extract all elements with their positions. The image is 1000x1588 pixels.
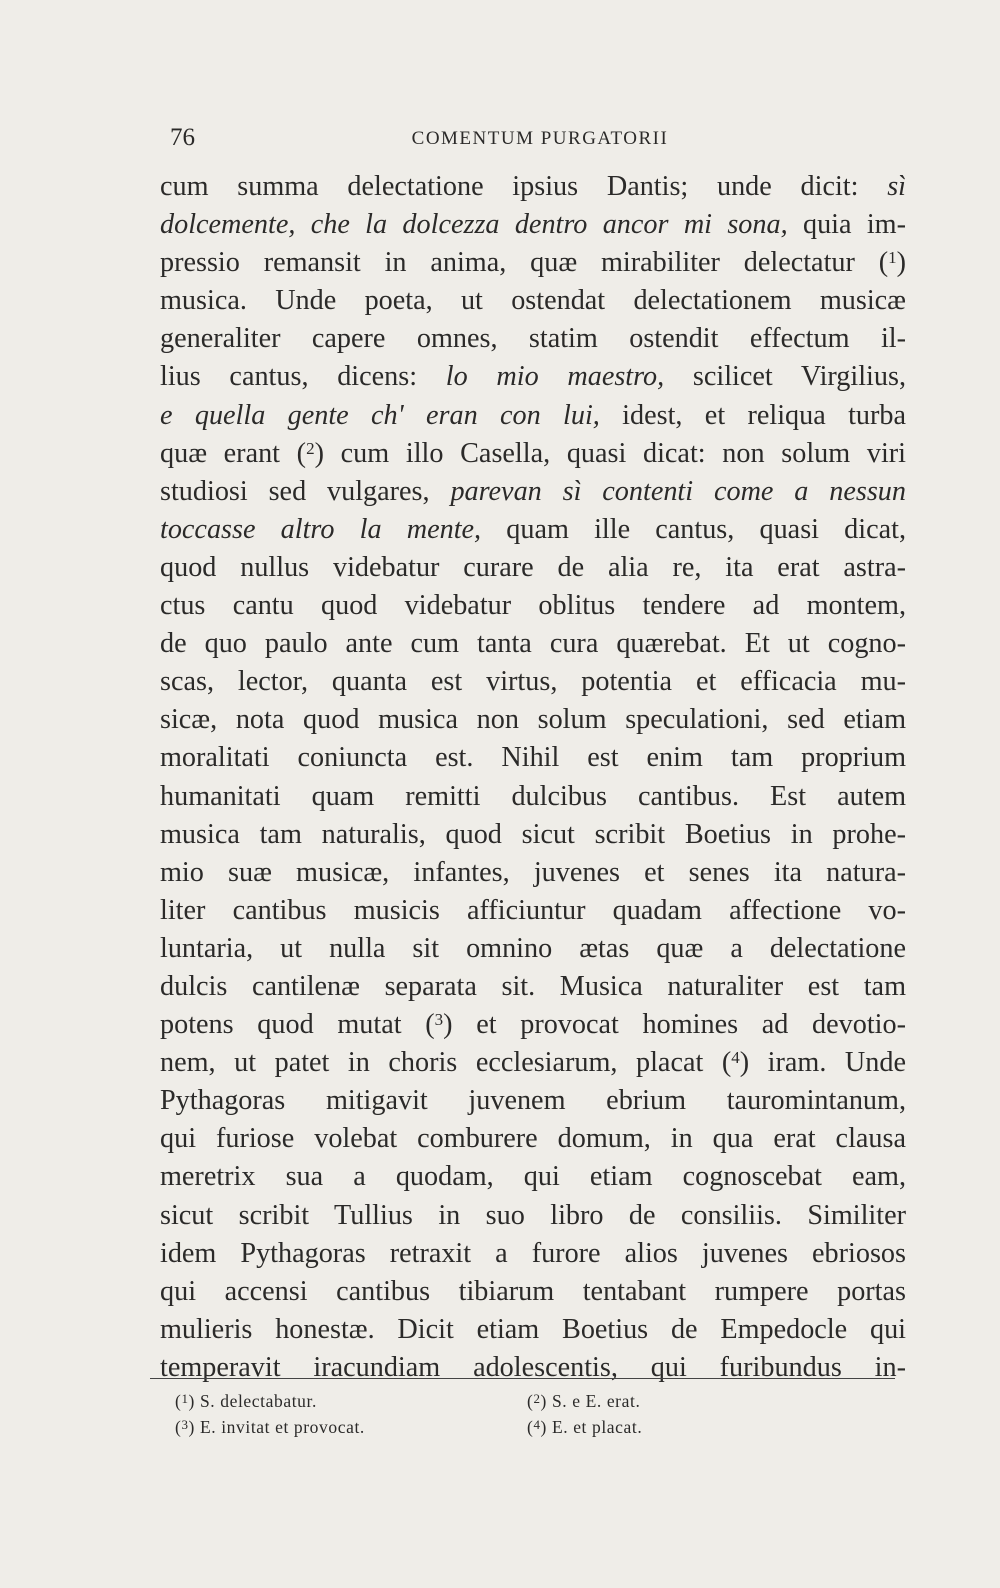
text-line	[160, 854, 906, 892]
footnotes	[175, 1386, 895, 1438]
text-run: qui furiose volebat comburere domum, in qua erat clausa	[160, 1123, 906, 1155]
text-line	[160, 1006, 906, 1044]
text-run: de quo paulo ante cum tanta cura quærebat. Et ut cogno-	[160, 628, 906, 660]
text-run: ) et provocat homines ad devotio-	[443, 1009, 906, 1041]
text-run: potens quod mutat (	[160, 1009, 435, 1041]
footnote-ref: 2	[306, 438, 315, 458]
text-line	[160, 587, 906, 625]
italic-quote: e quella gente ch' eran con lui,	[160, 399, 600, 431]
text-run: musica. Unde poeta, ut ostendat delectationem musicæ	[160, 285, 906, 317]
text-run: luntaria, ut nulla sit omnino ætas quæ a delectatione	[160, 932, 906, 964]
text-run: pressio remansit in anima, quæ mirabiliter delectatur (	[160, 247, 889, 279]
text-run: musica tam naturalis, quod sicut scribit Boetius in prohe-	[160, 818, 906, 850]
footnote-rule	[150, 1378, 895, 1379]
text-line	[160, 320, 906, 358]
text-line	[160, 1082, 906, 1120]
text-run: )	[896, 247, 906, 279]
text-line	[160, 1235, 906, 1273]
italic-quote: dolcemente, che la dolcezza dentro ancor mi sona,	[160, 209, 788, 241]
text-line	[160, 397, 906, 435]
text-run: meretrix sua a quodam, qui etiam cognoscebat eam,	[160, 1161, 906, 1193]
text-run: cum summa delectatione ipsius Dantis; unde dicit:	[160, 171, 888, 202]
text-run: moralitati coniuncta est. Nihil est enim tam proprium	[160, 742, 906, 774]
text-run: scas, lector, quanta est virtus, potentia et efficacia mu-	[160, 666, 906, 698]
text-line	[160, 168, 906, 206]
text-line	[160, 1197, 906, 1235]
italic-quote: parevan sì contenti come a nessun	[450, 475, 906, 507]
page-number: 76	[170, 124, 195, 151]
text-line	[160, 206, 906, 244]
page-header	[170, 124, 910, 154]
text-line	[160, 778, 906, 816]
text-line	[160, 244, 906, 282]
text-run: sicæ, nota quod musica non solum speculationi, sed etiam	[160, 704, 906, 736]
text-run: temperavit iracundiam adolescentis, qui furibundus in-	[160, 1351, 906, 1383]
running-title: COMENTUM PURGATORII	[411, 128, 669, 149]
text-run: quod nullus videbatur curare de alia re, ita erat astra-	[160, 551, 906, 583]
text-run: humanitati quam remitti dulcibus cantibus. Est autem	[160, 780, 906, 812]
text-line	[160, 930, 906, 968]
text-line	[160, 663, 906, 701]
text-line	[160, 739, 906, 777]
text-run: scilicet Virgilius,	[664, 361, 906, 393]
text-run: sicut scribit Tullius in suo libro de consiliis. Similiter	[160, 1199, 906, 1231]
text-line	[160, 1349, 906, 1387]
text-line	[160, 1158, 906, 1196]
text-line	[160, 701, 906, 739]
text-line	[160, 282, 906, 320]
footnote-row	[175, 1386, 895, 1412]
text-run: qui accensi cantibus tibiarum tentabant rumpere portas	[160, 1275, 906, 1307]
text-run: mio suæ musicæ, infantes, juvenes et senes ita natura-	[160, 856, 906, 888]
text-run: ctus cantu quod videbatur oblitus tendere ad montem,	[160, 590, 906, 622]
text-run: ) cum illo Casella, quasi dicat: non solum viri	[314, 437, 906, 469]
text-run: idest, et reliqua turba	[599, 399, 906, 431]
text-run: mulieris honestæ. Dicit etiam Boetius de Empedocle qui	[160, 1313, 906, 1345]
text-run: quam ille cantus, quasi dicat,	[481, 513, 906, 545]
text-line	[160, 358, 906, 396]
italic-quote: sì	[887, 171, 906, 202]
italic-quote: toccasse altro la mente,	[160, 513, 482, 545]
text-run: ) iram. Unde	[739, 1047, 906, 1079]
footnote-row	[175, 1412, 895, 1438]
text-line	[160, 968, 906, 1006]
text-line	[160, 1311, 906, 1349]
text-line	[160, 549, 906, 587]
text-run: dulcis cantilenæ separata sit. Musica naturaliter est tam	[160, 970, 906, 1002]
text-run: quæ erant (	[160, 437, 307, 469]
text-line	[160, 625, 906, 663]
text-run: liter cantibus musicis afficiuntur quadam affectione vo-	[160, 894, 906, 926]
text-run: studiosi sed vulgares,	[160, 475, 451, 507]
body-text	[160, 168, 906, 1387]
footnote-ref: 3	[434, 1010, 444, 1030]
italic-quote: lo mio maestro,	[445, 361, 665, 393]
text-line	[160, 1120, 906, 1158]
text-line	[160, 1044, 906, 1082]
text-run: lius cantus, dicens:	[160, 361, 446, 393]
footnote-1: ($^1$) S. delectabatur.	[175, 1391, 317, 1411]
text-run: nem, ut patet in choris ecclesiarum, placat (	[160, 1047, 732, 1079]
text-line	[160, 816, 906, 854]
text-line	[160, 1273, 906, 1311]
text-run: quia im-	[787, 209, 906, 241]
text-run: generaliter capere omnes, statim ostendit effectum il-	[160, 323, 906, 355]
text-line	[160, 473, 906, 511]
text-line	[160, 435, 906, 473]
footnote-ref: 1	[888, 248, 897, 268]
text-line	[160, 511, 906, 549]
footnote-3: ($^3$) E. invitat et provocat.	[175, 1417, 365, 1437]
text-run: Pythagoras mitigavit juvenem ebrium tauromintanum,	[160, 1085, 906, 1117]
footnote-4: ($^4$) E. et placat.	[527, 1417, 643, 1437]
text-line	[160, 892, 906, 930]
footnote-2: ($^2$) S. e E. erat.	[527, 1391, 641, 1411]
text-run: idem Pythagoras retraxit a furore alios juvenes ebriosos	[160, 1237, 906, 1269]
footnote-ref: 4	[731, 1048, 740, 1068]
